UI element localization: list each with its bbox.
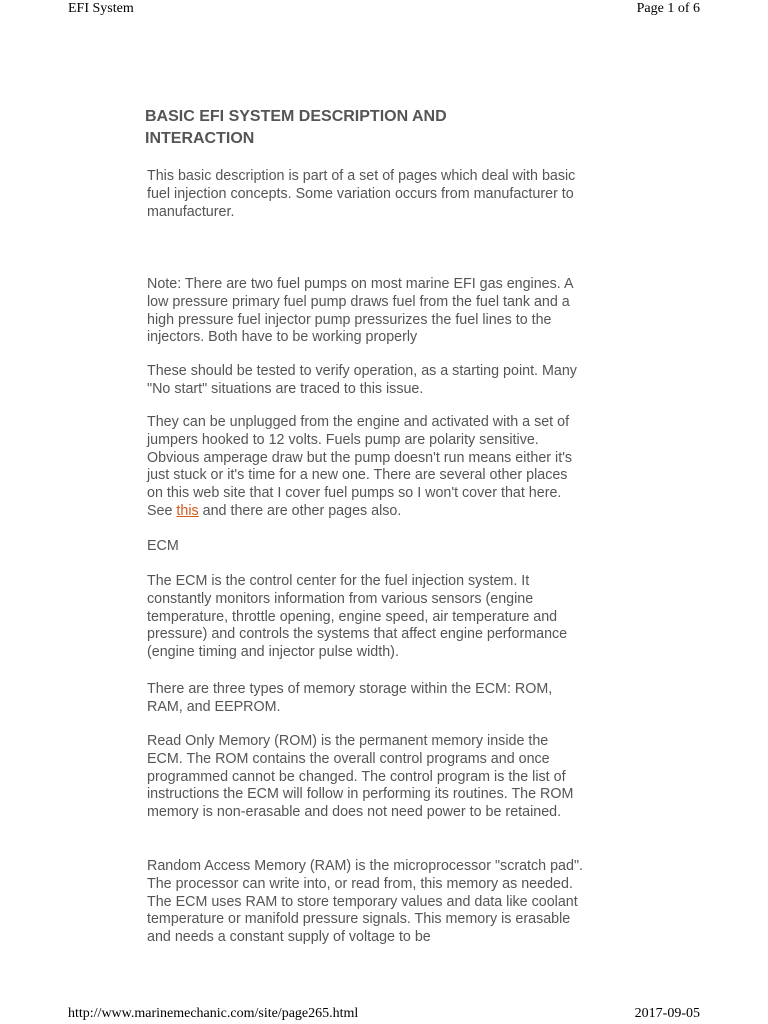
- memory-types-paragraph: There are three types of memory storage within the ECM: ROM, RAM, and EEPROM.: [147, 681, 553, 715]
- intro-paragraph: This basic description is part of a set of pages which deal with basic fuel injection concepts. Some variation occurs from manufacturer to manufacturer.: [147, 168, 576, 220]
- source-url: http://www.marinemechanic.com/site/page265.html: [68, 1006, 359, 1021]
- testing-paragraph: These should be tested to verify operation, as a starting point. Many "No start" situations are traced to this issue.: [147, 363, 577, 397]
- ecm-heading: ECM: [147, 538, 179, 554]
- page-header-title: EFI System: [68, 1, 134, 16]
- rom-paragraph: Read Only Memory (ROM) is the permanent memory inside the ECM. The ROM contains the overall control programs and once programmed cannot be changed. The control program is the list of instructions the ECM will follow in performing its routines. The ROM memory is non-erasable and does not need power to be retained.: [147, 733, 574, 821]
- unplug-text-after: and there are other pages also.: [198, 502, 402, 519]
- page-number: Page 1 of 6: [636, 1, 700, 16]
- this-link[interactable]: this: [176, 502, 199, 519]
- ram-paragraph: Random Access Memory (RAM) is the microprocessor "scratch pad". The processor can write into, or read from, this memory as needed. The ECM uses RAM to store temporary values and data like coolant temperature or manifold pressure signals. This memory is erasable and needs a constant supply of voltage to be: [147, 858, 584, 946]
- ecm-description-paragraph: The ECM is the control center for the fuel injection system. It constantly monitors information from various sensors (engine temperature, throttle opening, engine speed, air temperature and pressure) and controls the systems that affect engine performance (engine timing and injector pulse width).: [147, 573, 568, 661]
- article-title: BASIC EFI SYSTEM DESCRIPTION AND INTERACTION: [145, 108, 447, 147]
- print-date: 2017-09-05: [634, 1006, 700, 1021]
- unplug-text-before: They can be unplugged from the engine and activated with a set of jumpers hooked to 12 volts. Fuels pump are polarity sensitive. Obvious amperage draw but the pump doesn't run means either it's just stuck or it's time for a new one. There are several other places on this web site that I cover fuel pumps so I won't cover that here. See: [147, 414, 573, 519]
- fuel-pump-note-paragraph: Note: There are two fuel pumps on most marine EFI gas engines. A low pressure primary fuel pump draws fuel from the fuel tank and a high pressure fuel injector pump pressurizes the fuel lines to the injectors. Both have to be working properly: [147, 276, 573, 346]
- unplug-paragraph: [147, 414, 587, 521]
